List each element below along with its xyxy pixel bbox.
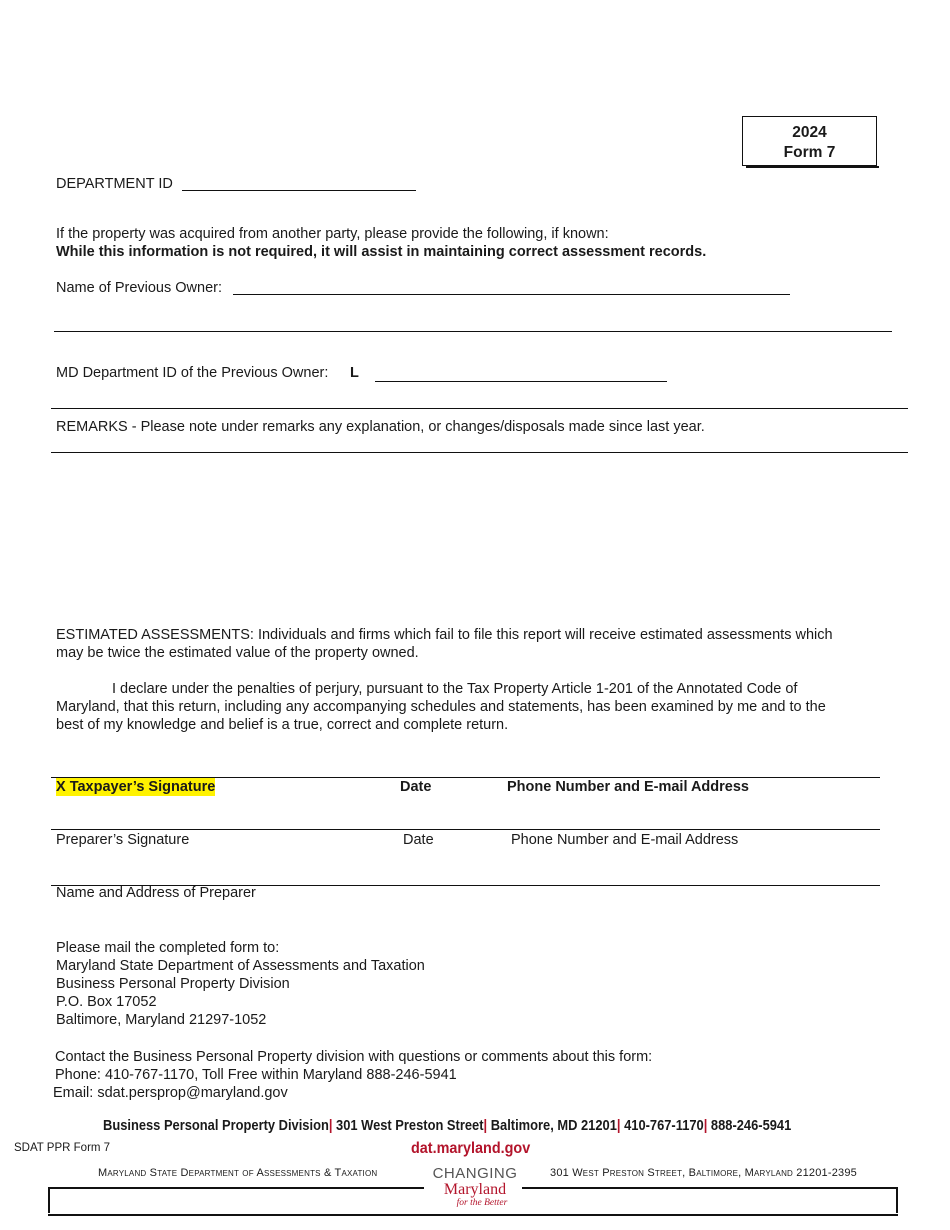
footer-rule-left: [48, 1187, 424, 1189]
footer-banner: Business Personal Property Division| 301 West Preston Street| Baltimore, MD 21201| 410-767-1170| 888-246-5941: [103, 1117, 792, 1134]
previous-owner-id-label: MD Department ID of the Previous Owner:: [56, 365, 329, 381]
acquired-note: While this information is not required, it will assist in maintaining correct assessment records.: [56, 244, 707, 260]
footer-rule-bottom: [48, 1214, 898, 1216]
form-number: Form 7: [783, 144, 836, 161]
estimated-line-2: may be twice the estimated value of the property owned.: [56, 645, 419, 661]
preparer-contact-label: Phone Number and E-mail Address: [511, 832, 739, 848]
acquired-intro: If the property was acquired from another party, please provide the following, if known:: [56, 226, 609, 242]
website-link[interactable]: dat.maryland.gov: [411, 1140, 531, 1157]
department-id-field[interactable]: [182, 190, 416, 191]
taxpayer-contact-label: Phone Number and E-mail Address: [507, 779, 749, 795]
footer-tollfree: 888-246-5941: [710, 1117, 792, 1134]
mail-line-1: Maryland State Department of Assessments and Taxation: [56, 958, 425, 974]
form-code: SDAT PPR Form 7: [14, 1142, 111, 1154]
remarks-bottom-rule: [51, 452, 908, 453]
previous-owner-label: Name of Previous Owner:: [56, 280, 223, 296]
previous-owner-continuation-line[interactable]: [54, 331, 892, 332]
remarks-label: REMARKS - Please note under remarks any explanation, or changes/disposals made since last year.: [56, 419, 705, 435]
mail-intro: Please mail the completed form to:: [56, 940, 280, 956]
contact-phone: Phone: 410-767-1170, Toll Free within Maryland 888-246-5941: [55, 1067, 457, 1083]
preparer-date-label: Date: [403, 832, 434, 848]
declaration-line-3: best of my knowledge and belief is a true, correct and complete return.: [56, 717, 509, 733]
footer-phone: 410-767-1170: [624, 1117, 704, 1134]
footer-address: 301 West Preston Street, Baltimore, Maryland 21201-2395: [550, 1167, 857, 1179]
previous-owner-id-prefix: L: [350, 365, 359, 381]
department-id-label: DEPARTMENT ID: [56, 176, 173, 192]
contact-email[interactable]: Email: sdat.persprop@maryland.gov: [53, 1085, 288, 1101]
declaration-line-1: I declare under the penalties of perjury, pursuant to the Tax Property Article 1-201 of the Annotated Code of: [112, 681, 798, 697]
logo-tagline: for the Better: [456, 1198, 508, 1208]
remarks-area[interactable]: [51, 454, 908, 614]
footer-agency: Maryland State Department of Assessments & Taxation: [98, 1167, 378, 1179]
previous-owner-id-field[interactable]: [375, 381, 667, 382]
mail-line-4: Baltimore, Maryland 21297-1052: [56, 1012, 267, 1028]
previous-owner-field[interactable]: [233, 294, 790, 295]
changing-maryland-logo: [426, 1166, 524, 1209]
remarks-top-rule: [51, 408, 908, 409]
mail-line-3: P.O. Box 17052: [56, 994, 157, 1010]
footer-street: 301 West Preston Street: [336, 1117, 484, 1134]
preparer-name-label: Name and Address of Preparer: [56, 885, 256, 901]
taxpayer-signature-label: X Taxpayer’s Signature: [56, 779, 216, 795]
footer-rule-right: [522, 1187, 898, 1189]
contact-intro: Contact the Business Personal Property division with questions or comments about this form:: [55, 1049, 653, 1065]
form-number-box: [742, 116, 877, 166]
logo-changing: CHANGING: [432, 1165, 518, 1182]
footer-division: Business Personal Property Division: [103, 1117, 329, 1134]
form-year: 2024: [792, 124, 827, 141]
estimated-line-1: ESTIMATED ASSESSMENTS: Individuals and firms which fail to file this report will receive estimated assessments which: [56, 627, 833, 643]
footer-bracket-right: [896, 1187, 898, 1213]
logo-maryland: Maryland: [443, 1181, 507, 1198]
footer-bracket-left: [48, 1187, 50, 1213]
taxpayer-date-label: Date: [400, 779, 432, 795]
mail-line-2: Business Personal Property Division: [56, 976, 290, 992]
preparer-signature-line[interactable]: [51, 829, 880, 830]
footer-city: Baltimore, MD 21201: [490, 1117, 617, 1134]
declaration-line-2: Maryland, that this return, including any accompanying schedules and statements, has been examined by me and to the: [56, 699, 826, 715]
preparer-signature-label: Preparer’s Signature: [56, 832, 190, 848]
